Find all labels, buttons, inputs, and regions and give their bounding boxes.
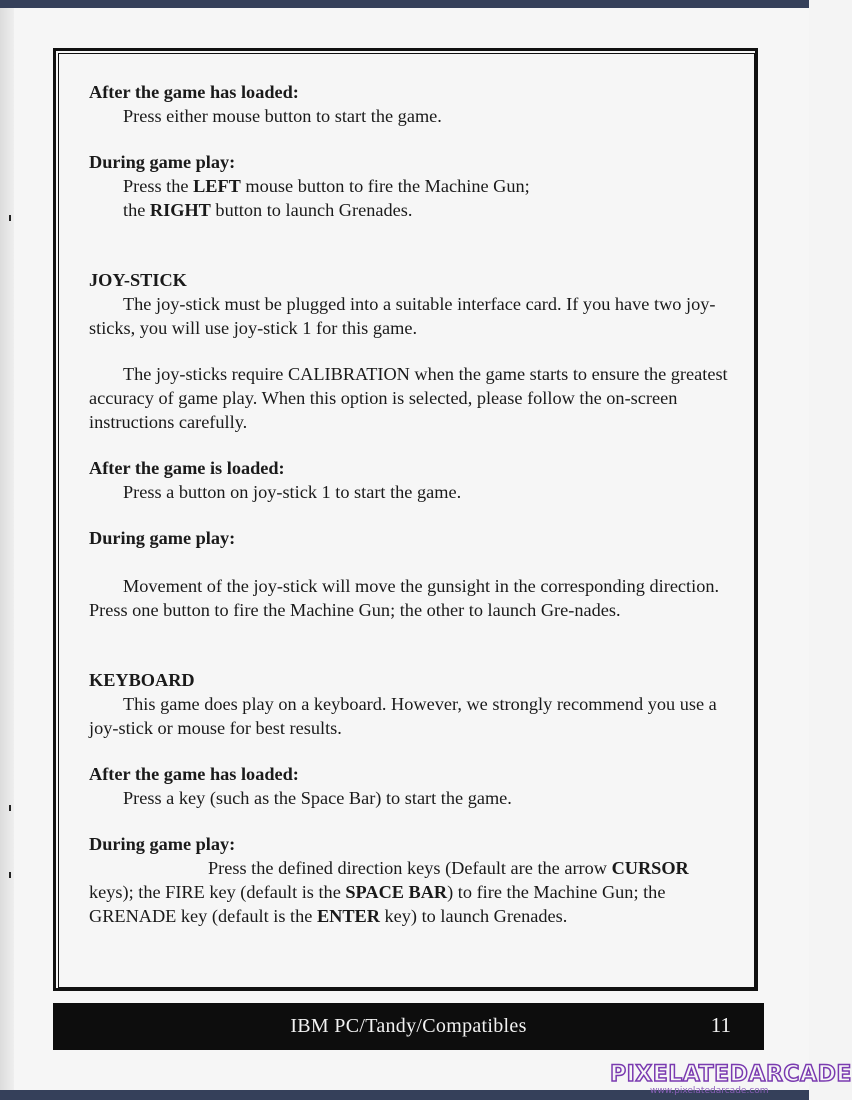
right-keyword: RIGHT: [149, 200, 211, 220]
cursor-keyword: CURSOR: [611, 858, 689, 878]
joystick-during-play-text: Movement of the joy-stick will move the gunsight in the corresponding direction. Press one button to fire the Machine Gun; the other to launch Gre-nades.: [89, 576, 720, 620]
space-bar-keyword: SPACE BAR: [345, 882, 448, 902]
keyboard-para: This game does play on a keyboard. However, we strongly recommend you use a joy-stick or mouse for best results.: [89, 694, 717, 738]
joystick-para-calibration: The joy-sticks require CALIBRATION when the game starts to ensure the greatest accuracy of game play. When this option is selected, please follow the on-screen instructions carefully.: [89, 364, 728, 432]
mouse-during-play-heading: During game play:: [89, 152, 236, 172]
scan-border-top: [0, 0, 809, 8]
mouse-after-loaded-heading: After the game has loaded:: [89, 82, 299, 102]
keyboard-during-play-heading: During game play:: [89, 834, 236, 854]
footer-platform-title: IBM PC/Tandy/Compatibles: [290, 1015, 527, 1037]
mouse-right-button-line: the RIGHT button to launch Grenades.: [123, 200, 413, 220]
keyboard-after-loaded-heading: After the game has loaded:: [89, 764, 299, 784]
left-keyword: LEFT: [193, 176, 241, 196]
binding-mark: [9, 215, 11, 221]
mouse-after-loaded-text: Press either mouse button to start the game.: [123, 106, 442, 126]
watermark-logo: PIXELATEDARCADE: [610, 1062, 852, 1087]
page-number: 11: [710, 1013, 731, 1037]
joystick-heading: JOY-STICK: [89, 270, 187, 290]
binding-mark: [9, 805, 11, 811]
footer-bar: [53, 1003, 764, 1050]
binding-mark: [9, 872, 11, 878]
scan-border-left: [0, 8, 14, 1090]
watermark-url: www.pixelatedarcade.com: [650, 1086, 769, 1096]
joystick-after-loaded-text: Press a button on joy-stick 1 to start the game.: [123, 482, 462, 502]
instructions-content: [89, 80, 729, 928]
keyboard-heading: KEYBOARD: [89, 670, 195, 690]
keyboard-after-loaded-text: Press a key (such as the Space Bar) to start the game.: [123, 788, 512, 808]
joystick-after-loaded-heading: After the game is loaded:: [89, 458, 285, 478]
keyboard-during-play-text: Press the defined direction keys (Default are the arrow CURSOR keys); the FIRE key (default is the SPACE BAR) to fire the Machine Gun; the GRENADE key (default is the ENTER key) to launch Grenades.: [89, 858, 689, 926]
joystick-para-interface: The joy-stick must be plugged into a suitable interface card. If you have two joy-sticks, you will use joy-stick 1 for this game.: [89, 294, 716, 338]
joystick-during-play-heading: During game play:: [89, 528, 236, 548]
enter-keyword: ENTER: [316, 906, 380, 926]
mouse-left-button-line: Press the LEFT mouse button to fire the Machine Gun;: [123, 176, 530, 196]
